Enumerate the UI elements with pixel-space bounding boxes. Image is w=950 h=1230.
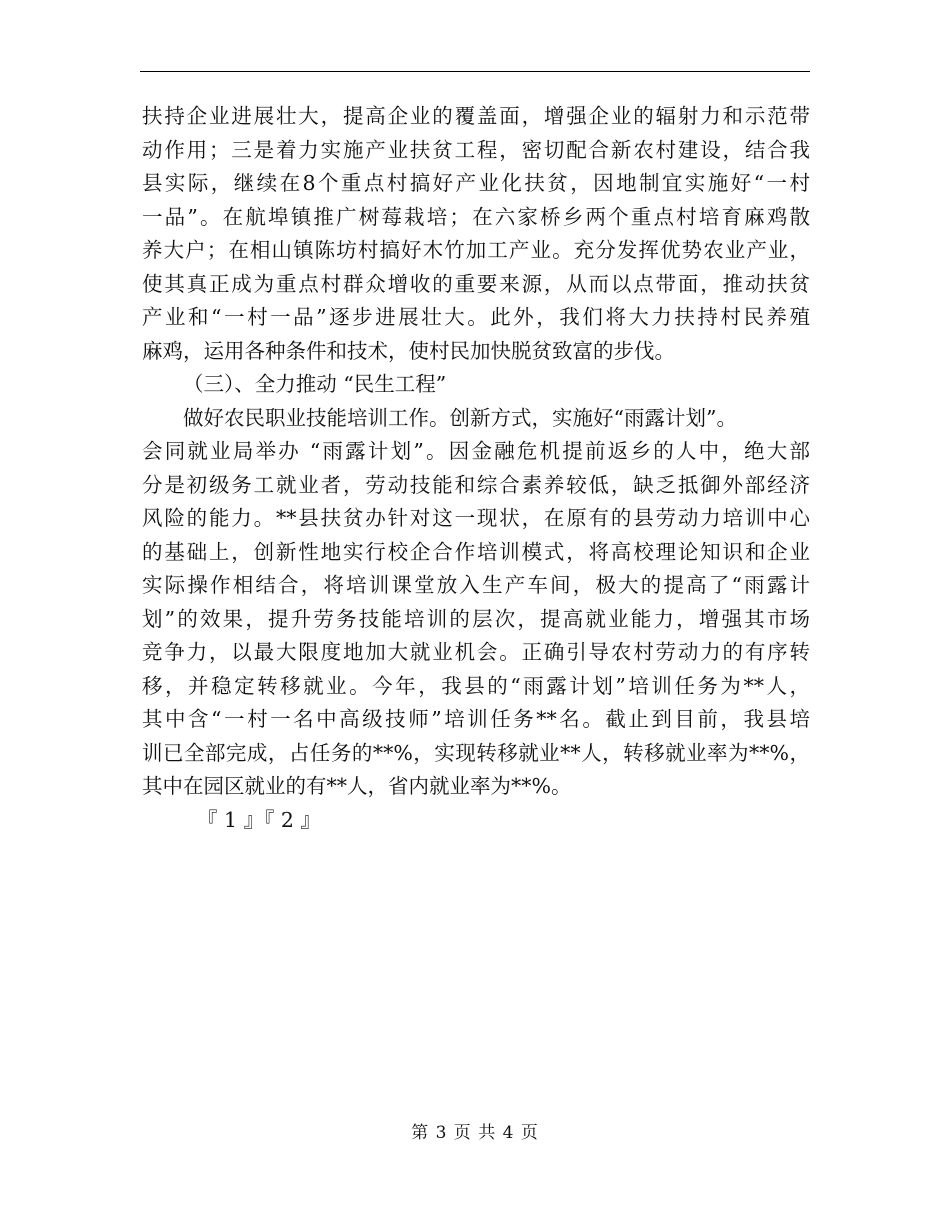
text-line: 一品”。在航埠镇推广树莓栽培；在六家桥乡两个重点村培育麻鸡散 bbox=[142, 204, 810, 229]
text-line: 扶持企业进展壮大，提高企业的覆盖面，增强企业的辐射力和示范带 bbox=[142, 104, 810, 128]
text-line: 移，并稳定转移就业。今年，我县的“雨露计划”培训任务为**人， bbox=[142, 673, 810, 698]
paragraph-livelihood bbox=[142, 402, 810, 804]
text-line: 划”的效果，提升劳务技能培训的层次，提高就业能力，增强其市场 bbox=[142, 606, 810, 631]
header-rule bbox=[140, 71, 810, 72]
text-line: 竞争力，以最大限度地加大就业机会。正确引导农村劳动力的有序转 bbox=[142, 640, 810, 664]
text-line: 麻鸡，运用各种条件和技术，使村民加快脱贫致富的步伐。 bbox=[142, 338, 675, 363]
text-line: 的基础上，创新性地实行校企合作培训模式，将高校理论知识和企业 bbox=[142, 539, 810, 564]
text-line: 会同就业局举办 “雨露计划”。因金融危机提前返乡的人中，绝大部 bbox=[142, 439, 810, 463]
text-line: 养大户；在相山镇陈坊村搞好木竹加工产业。充分发挥优势农业产业， bbox=[142, 238, 810, 262]
pagination-links[interactable]: 『 1 』『 2 』 bbox=[197, 807, 321, 832]
section-heading: （三）、全力推动 “民生工程” bbox=[183, 372, 447, 396]
text-line: 其中含“一村一名中高级技师”培训任务**名。截止到目前，我县培 bbox=[142, 707, 810, 731]
document-body bbox=[142, 100, 810, 837]
text-line: 使其真正成为重点村群众增收的重要来源，从而以点带面，推动扶贫 bbox=[142, 271, 810, 296]
text-line: 分是初级务工就业者，劳动技能和综合素养较低，缺乏抵御外部经济 bbox=[142, 472, 810, 497]
text-line: 产业和“一村一品”逐步进展壮大。此外，我们将大力扶持村民养殖 bbox=[142, 305, 810, 329]
text-line: 动作用；三是着力实施产业扶贫工程，密切配合新农村建设，结合我 bbox=[142, 137, 810, 162]
text-line: 其中在园区就业的有**人，省内就业率为**%。 bbox=[142, 774, 572, 798]
page-footer: 第 3 页 共 4 页 bbox=[411, 1123, 539, 1143]
text-line: 做好农民职业技能培训工作。创新方式，实施好“雨露计划”。 bbox=[183, 405, 737, 430]
paragraph-industry-poverty bbox=[142, 100, 810, 368]
text-line: 县实际，继续在8个重点村搞好产业化扶贫，因地制宜实施好“一村 bbox=[142, 171, 810, 195]
text-line: 风险的能力。**县扶贫办针对这一现状，在原有的县劳动力培训中心 bbox=[142, 506, 810, 530]
text-line: 训已全部完成，占任务的**%，实现转移就业**人，转移就业率为**%， bbox=[142, 740, 810, 765]
text-line: 实际操作相结合，将培训课堂放入生产车间，极大的提高了“雨露计 bbox=[142, 573, 810, 597]
